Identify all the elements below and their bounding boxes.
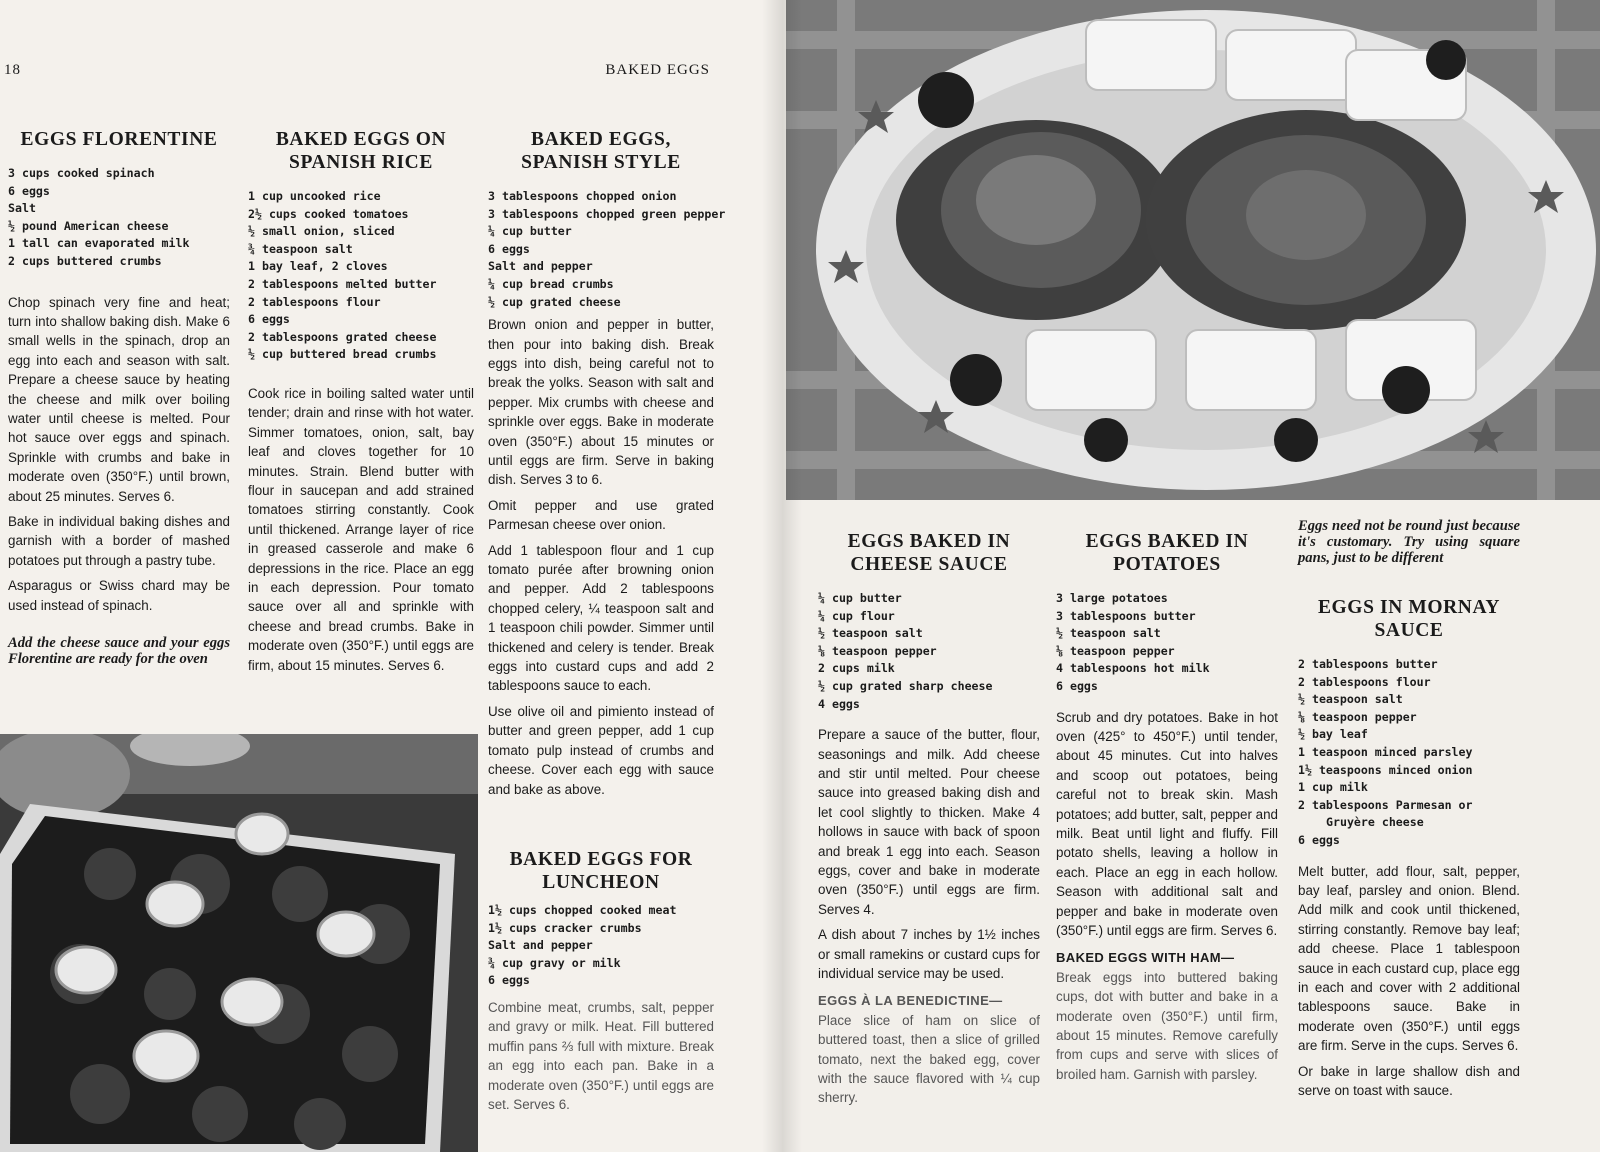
recipe-title: EGGS BAKED IN CHEESE SAUCE [847,531,1011,575]
ingredient: ½ teaspoon salt [1056,626,1161,641]
ingredient: 2 cups milk [818,661,895,676]
ingredient: ½ cup buttered bread crumbs [248,347,437,362]
method-paragraph: Cook rice in boiling salted water until tender; drain and rinse with hot water. Simmer tomatoes, onion, salt, bay leaf and cloves together for 10 minutes. Strain. Blend butter with flour in saucepan and add strained tomatoes stirring constantly. Cook until thickened. Arrange layer of rice in greased casserole and make 6 depressions in the rice. Place an egg in each depression. Pour tomato sauce over all and sprinkle with cheese and bread crumbs. Bake in moderate oven (350°F.) until eggs are firm, about 15 minutes. Serves 6. [248,385,474,673]
ingredient: ½ teaspoon salt [1298,692,1403,707]
ingredient: ½ teaspoon salt [818,626,923,641]
ingredient: 2 tablespoons grated cheese [248,329,437,344]
ingredient: 1 tall can evaporated milk [8,236,190,251]
ingredient: 3 cups cooked spinach [8,166,155,180]
left-page [0,0,782,1152]
photo-eggs-florentine-dish [0,734,478,1152]
recipe-eggs-florentine [8,128,230,667]
ingredient-list [1298,656,1520,850]
ingredient: ½ cup grated sharp cheese [818,678,993,693]
recipe-title: BAKED EGGS ON SPANISH RICE [275,129,447,173]
recipe-eggs-baked-in-cheese-sauce [818,530,1040,1114]
ingredient: 6 eggs [1056,678,1098,693]
ingredient: ⅛ teaspoon pepper [818,643,937,658]
variation-text: Place slice of ham on slice of buttered toast, then a slice of grilled tomato, next the baked egg, cover with the sauce flavored with ¼ cup sherry. [818,1012,1040,1106]
ingredient: 2 tablespoons flour [248,294,381,309]
ingredient: 3 tablespoons chopped green pepper [488,206,726,221]
ingredient: ¾ teaspoon salt [248,241,353,256]
photo-caption: Eggs need not be round just because it's customary. Try using square pans, just to be different [1298,518,1520,566]
method-paragraph: Chop spinach very fine and heat; turn into shallow baking dish. Make 6 small wells in the spinach, drop an egg into each and season with salt. Prepare a cheese sauce by heating the cheese and milk over boiling water until cheese is melted. Pour hot sauce over eggs and spinach. Sprinkle with crumbs and bake in moderate oven (350°F.) until brown, about 25 minutes. Serves 6. [8,294,230,504]
ingredient: 2 cups buttered crumbs [8,253,162,268]
ingredient: 1 cup uncooked rice [248,189,381,203]
ingredient: 1 cup milk [1298,780,1368,795]
ingredient: 1½ cups cracker crumbs [488,920,642,935]
method-paragraph: A dish about 7 inches by 1½ inches or small ramekins or custard cups for individual service may be used. [818,927,1040,982]
recipe-eggs-in-mornay-sauce [1298,518,1520,1106]
ingredient-list [488,902,714,990]
ingredient: 4 eggs [818,696,860,711]
ingredient: 6 eggs [248,312,290,327]
ingredient: Salt and pepper [488,938,593,953]
eggs-florentine-illustration [0,734,478,1152]
ingredient: 1½ teaspoons minced onion [1298,762,1473,777]
ingredient: 2 tablespoons Parmesan or [1298,797,1473,812]
method-paragraph: Melt butter, add flour, salt, pepper, bay leaf, parsley and onion. Blend. Add milk and cook until thickened, stirring constantly. Remove bay leaf; add cheese. Place 1 tablespoon sauce in each custard cup, place egg in each and cover with 2 additional tablespoons sauce. Bake in moderate oven (350°F.) until eggs are firm. Serve in the cups. Serves 6. [1298,863,1520,1054]
recipe-eggs-baked-in-potatoes [1056,530,1278,1090]
ingredient: ¼ cup butter [488,224,572,239]
ingredient: ¾ cup gravy or milk [488,955,621,970]
ingredient: 2 tablespoons flour [1298,674,1431,689]
method-paragraph: Use olive oil and pimiento instead of butter and green pepper, add 1 cup tomato pulp instead of crumbs and cheese. Cover each egg with sauce and bake as above. [488,703,714,797]
ingredient: 3 large potatoes [1056,591,1168,605]
method-paragraph: Bake in individual baking dishes and garnish with a border of mashed potatoes put through a pastry tube. [8,514,230,568]
ingredient: ½ pound American cheese [8,218,169,233]
ingredient-list [488,188,726,311]
ingredient-list [1056,590,1278,696]
photo-caption: Add the cheese sauce and your eggs Florentine are ready for the oven [8,635,230,668]
ingredient-list [818,590,1040,713]
method-paragraph: Prepare a sauce of the butter, flour, seasonings and milk. Add cheese and stir until melted. Pour cheese sauce into greased baking dish and let cool slightly to thicken. Make 4 hollows in sauce with back of spoon and break 1 egg into each. Season eggs, cover and bake in moderate oven (350°F.) until eggs are firm. Serves 4. [818,727,1040,917]
method-paragraph: Combine meat, crumbs, salt, pepper and gravy or milk. Heat. Fill buttered muffin pans ⅔ full with mixture. Break an egg into each pan. Bake in a moderate oven (350°F.) until eggs are set. Serves 6. [488,999,714,1112]
ingredient: 6 eggs [488,973,530,988]
ingredient: 3 tablespoons chopped onion [488,189,677,203]
method-paragraph: Or bake in large shallow dish and serve on toast with sauce. [1298,1063,1520,1098]
variation-text: Break eggs into buttered baking cups, dot with butter and bake in a moderate oven (350°F.) until firm, about 15 minutes. Remove carefully from cups and serve with slices of broiled ham. Garnish with parsley. [1056,969,1278,1082]
running-head: BAKED EGGS [605,62,710,78]
variation-heading: BAKED EGGS WITH HAM— [1056,950,1235,966]
variation-benedictine [818,991,1040,1107]
ingredient: 6 eggs [488,241,530,256]
ingredient: ¼ cup bread crumbs [488,276,614,291]
ingredient: ½ bay leaf [1298,727,1368,742]
recipe-title: EGGS FLORENTINE [20,129,218,150]
ingredient: Salt [8,201,36,216]
ingredient: 6 eggs [1298,832,1340,847]
recipe-title: BAKED EGGS FOR LUNCHEON [509,849,693,893]
ingredient: ½ small onion, sliced [248,224,395,239]
recipe-baked-eggs-spanish-style [488,128,726,805]
ingredient: 2 tablespoons melted butter [248,276,437,291]
ingredient: ½ cup grated cheese [488,294,621,309]
recipe-title: EGGS IN MORNAY SAUCE [1317,597,1501,641]
ingredient: 1 bay leaf, 2 cloves [248,259,388,274]
page-number: 18 [4,62,21,78]
ingredient: ¼ cup flour [818,608,895,623]
recipe-title: EGGS BAKED IN POTATOES [1085,531,1249,575]
right-page [782,0,1600,1152]
recipe-baked-eggs-spanish-rice [248,128,474,681]
variation-heading: EGGS À LA BENEDICTINE— [818,993,1003,1009]
method-paragraph: Brown onion and pepper in butter, then pour into baking dish. Break eggs into dish, being careful not to break the yolks. Season with salt and pepper. Mix crumbs with cheese and sprinkle over eggs. Bake in moderate oven (350°F.) about 15 minutes or until eggs are firm. Serve in baking dish. Serves 3 to 6. [488,317,714,488]
ingredient: ¼ cup butter [818,591,902,605]
recipe-baked-eggs-for-luncheon [488,848,714,1120]
ham-platter-illustration [786,0,1600,500]
variation-with-ham [1056,948,1278,1084]
method-paragraph: Asparagus or Swiss chard may be used instead of spinach. [8,578,230,613]
ingredient: 1 teaspoon minced parsley [1298,744,1473,759]
ingredient: 1½ cups chopped cooked meat [488,903,677,917]
ingredient: 3 tablespoons butter [1056,608,1196,623]
ingredient: 6 eggs [8,183,50,198]
ingredient: ⅛ teaspoon pepper [1298,709,1417,724]
ingredient: 2 tablespoons butter [1298,657,1438,671]
ingredient-list [8,165,230,271]
ingredient: 2½ cups cooked tomatoes [248,206,409,221]
ingredient-list [248,188,474,364]
method-paragraph: Add 1 tablespoon flour and 1 cup tomato purée after browning onion and pepper. Add 2 tablespoons chopped celery, ¼ teaspoon salt and 1 teaspoon chili powder. Simmer until thickened and celery is tender. Break eggs into custard cups and add 2 tablespoons sauce to each. [488,542,714,694]
ingredient: Salt and pepper [488,259,593,274]
photo-ham-and-eggs-platter [786,0,1600,500]
method-paragraph: Scrub and dry potatoes. Bake in hot oven (425° to 450°F.) until tender, about 45 minutes. Cut into halves and scoop out potatoes, being careful not to break skin. Mash potatoes; add butter, salt, pepper and milk. Beat until light and fluffy. Fill potato shells, leaving a hollow in each. Place an egg in each hollow. Season with additional salt and pepper and bake in moderate oven (350°F.) until eggs are firm. Serves 6. [1056,709,1278,939]
ingredient: 4 tablespoons hot milk [1056,661,1210,676]
ingredient: Gruyère cheese [1326,815,1424,830]
method-paragraph: Omit pepper and use grated Parmesan cheese over onion. [488,497,714,533]
recipe-title: BAKED EGGS, SPANISH STYLE [521,129,681,173]
ingredient: ⅛ teaspoon pepper [1056,643,1175,658]
